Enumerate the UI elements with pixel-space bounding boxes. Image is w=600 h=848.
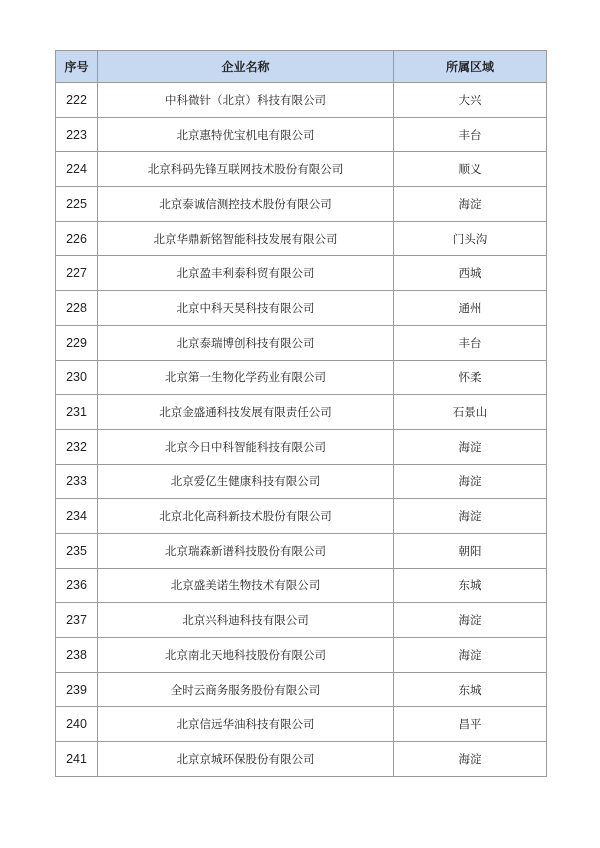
cell-district: 通州	[394, 291, 547, 326]
cell-serial-number: 240	[56, 707, 98, 742]
table-row	[56, 152, 547, 187]
table-row	[56, 568, 547, 603]
cell-serial-number: 239	[56, 672, 98, 707]
header-serial-number: 序号	[56, 51, 98, 83]
table-row	[56, 707, 547, 742]
cell-serial-number: 236	[56, 568, 98, 603]
table-row	[56, 672, 547, 707]
table-row	[56, 638, 547, 673]
table-row	[56, 83, 547, 118]
cell-district: 海淀	[394, 499, 547, 534]
cell-serial-number: 224	[56, 152, 98, 187]
table-row	[56, 742, 547, 777]
cell-serial-number: 223	[56, 117, 98, 152]
table-row	[56, 221, 547, 256]
cell-serial-number: 231	[56, 395, 98, 430]
cell-company-name: 北京泰诚信测控技术股份有限公司	[98, 187, 394, 222]
table-row	[56, 325, 547, 360]
cell-company-name: 北京第一生物化学药业有限公司	[98, 360, 394, 395]
cell-company-name: 北京爱亿生健康科技有限公司	[98, 464, 394, 499]
table-header-row	[56, 51, 547, 83]
cell-district: 怀柔	[394, 360, 547, 395]
cell-serial-number: 227	[56, 256, 98, 291]
cell-district: 西城	[394, 256, 547, 291]
cell-district: 石景山	[394, 395, 547, 430]
table-row	[56, 603, 547, 638]
cell-company-name: 北京金盛通科技发展有限责任公司	[98, 395, 394, 430]
cell-serial-number: 233	[56, 464, 98, 499]
table-row	[56, 256, 547, 291]
cell-company-name: 北京盛美诺生物技术有限公司	[98, 568, 394, 603]
cell-company-name: 北京信远华油科技有限公司	[98, 707, 394, 742]
cell-company-name: 全时云商务服务股份有限公司	[98, 672, 394, 707]
table-row	[56, 533, 547, 568]
cell-company-name: 北京中科天昊科技有限公司	[98, 291, 394, 326]
cell-company-name: 北京惠特优宝机电有限公司	[98, 117, 394, 152]
company-list-table	[55, 50, 547, 777]
cell-serial-number: 237	[56, 603, 98, 638]
cell-district: 海淀	[394, 187, 547, 222]
cell-serial-number: 228	[56, 291, 98, 326]
cell-district: 东城	[394, 568, 547, 603]
cell-company-name: 北京科码先锋互联网技术股份有限公司	[98, 152, 394, 187]
table-row	[56, 429, 547, 464]
cell-serial-number: 238	[56, 638, 98, 673]
table-row	[56, 291, 547, 326]
cell-serial-number: 232	[56, 429, 98, 464]
table-row	[56, 360, 547, 395]
cell-company-name: 北京兴科迪科技有限公司	[98, 603, 394, 638]
cell-district: 海淀	[394, 429, 547, 464]
header-company-name: 企业名称	[98, 51, 394, 83]
cell-company-name: 北京瑞森新谱科技股份有限公司	[98, 533, 394, 568]
cell-company-name: 北京今日中科智能科技有限公司	[98, 429, 394, 464]
table-row	[56, 395, 547, 430]
cell-district: 门头沟	[394, 221, 547, 256]
cell-district: 顺义	[394, 152, 547, 187]
cell-company-name: 北京泰瑞博创科技有限公司	[98, 325, 394, 360]
cell-serial-number: 234	[56, 499, 98, 534]
cell-serial-number: 225	[56, 187, 98, 222]
cell-company-name: 北京南北天地科技股份有限公司	[98, 638, 394, 673]
cell-serial-number: 229	[56, 325, 98, 360]
cell-company-name: 中科微针（北京）科技有限公司	[98, 83, 394, 118]
header-district: 所属区域	[394, 51, 547, 83]
cell-company-name: 北京京城环保股份有限公司	[98, 742, 394, 777]
cell-district: 昌平	[394, 707, 547, 742]
cell-company-name: 北京盈丰利泰科贸有限公司	[98, 256, 394, 291]
cell-district: 朝阳	[394, 533, 547, 568]
cell-district: 丰台	[394, 325, 547, 360]
cell-district: 海淀	[394, 464, 547, 499]
cell-company-name: 北京华鼎新铭智能科技发展有限公司	[98, 221, 394, 256]
cell-company-name: 北京北化高科新技术股份有限公司	[98, 499, 394, 534]
company-list-table-container	[55, 50, 546, 777]
cell-serial-number: 241	[56, 742, 98, 777]
cell-district: 海淀	[394, 742, 547, 777]
cell-serial-number: 230	[56, 360, 98, 395]
cell-serial-number: 235	[56, 533, 98, 568]
cell-district: 丰台	[394, 117, 547, 152]
cell-district: 海淀	[394, 603, 547, 638]
cell-district: 大兴	[394, 83, 547, 118]
cell-district: 海淀	[394, 638, 547, 673]
table-row	[56, 187, 547, 222]
cell-serial-number: 222	[56, 83, 98, 118]
table-row	[56, 499, 547, 534]
cell-district: 东城	[394, 672, 547, 707]
table-row	[56, 117, 547, 152]
cell-serial-number: 226	[56, 221, 98, 256]
table-row	[56, 464, 547, 499]
